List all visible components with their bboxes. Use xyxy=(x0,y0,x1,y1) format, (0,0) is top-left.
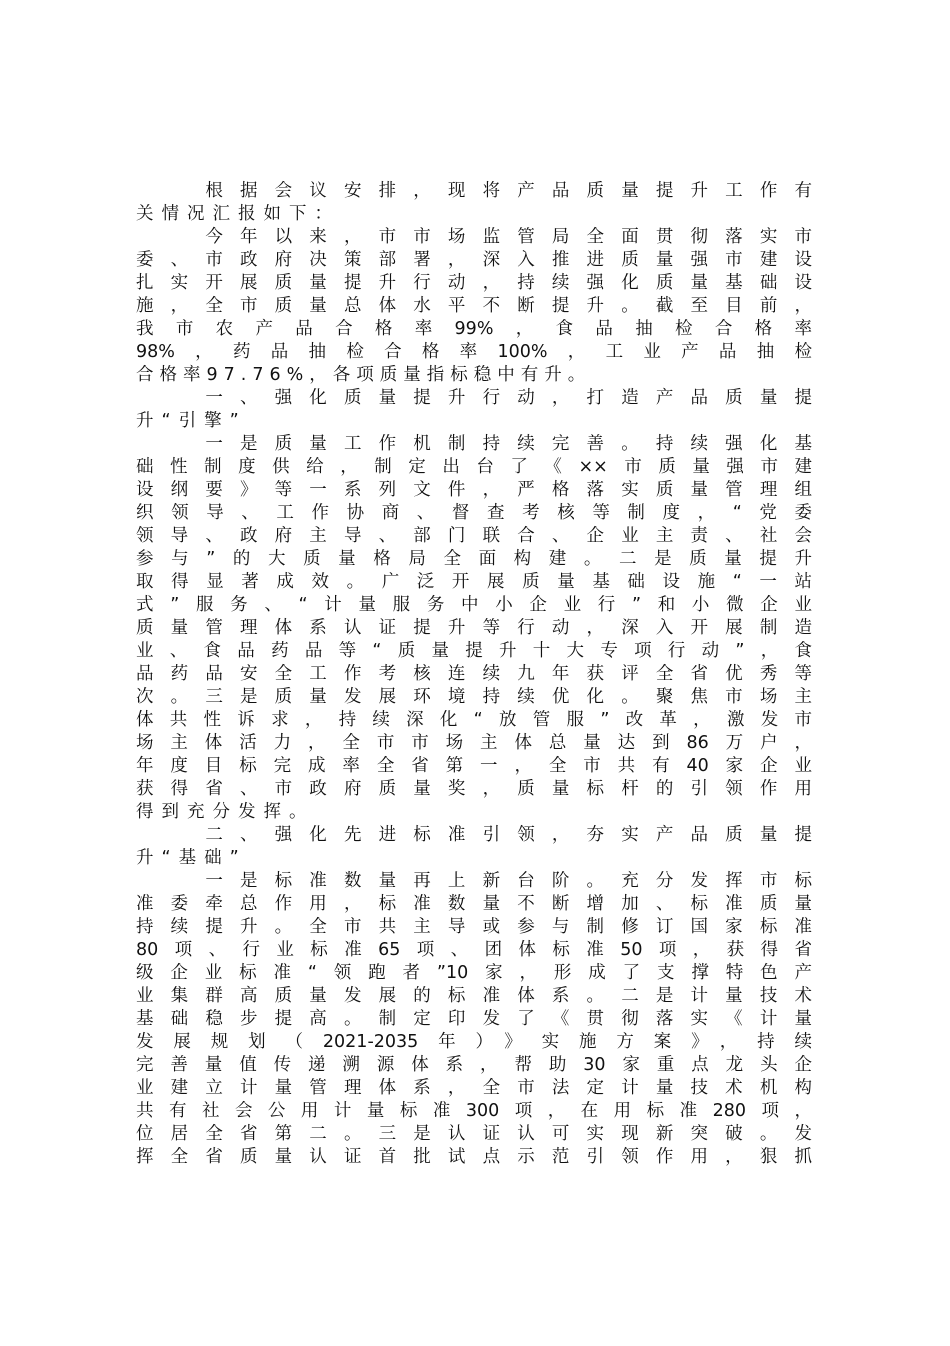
text-line: 获得省、市政府质量奖，质量标杆的引领作用 xyxy=(136,779,812,799)
text-line: 持续提升。全市共主导或参与制修订国家标准 xyxy=(136,917,812,937)
text-line: 位居全省第二。三是认证认可实现新突破。发 xyxy=(136,1124,812,1144)
text-line: 基础稳步提高。制定印发了《贯彻落实《计量 xyxy=(136,1009,812,1029)
text-line: 准委牵总作用，标准数量不断增加、标准质量 xyxy=(136,894,812,914)
text-line: 质量管理体系认证提升等行动，深入开展制造 xyxy=(136,618,812,638)
text-line: 一是标准数量再上新台阶。充分发挥市标 xyxy=(136,871,812,891)
text-line: 业、食品药品等“质量提升十大专项行动”，食 xyxy=(136,641,812,661)
text-line: 品药品安全工作考核连续九年获评全省优秀等 xyxy=(136,664,812,684)
text-line: 80项、行业标准65项、团体标准50项，获得省 xyxy=(136,940,812,960)
text-line: 发展规划（2021-2035年）》实施方案》，持续 xyxy=(136,1032,812,1052)
text-line: 年度目标完成率全省第一，全市共有40家企业 xyxy=(136,756,812,776)
text-line: 级企业标准“领跑者”10家，形成了支撑特色产 xyxy=(136,963,812,983)
text-line: 共有社会公用计量标准300项，在用标准280项， xyxy=(136,1101,812,1121)
section-heading-2-cont: 升“基础” xyxy=(136,848,247,868)
text-line: 参与”的大质量格局全面构建。二是质量提升 xyxy=(136,549,812,569)
text-line: 施，全市质量总体水平不断提升。截至目前， xyxy=(136,296,812,316)
text-line: 领导、政府主导、部门联合、企业主责、社会 xyxy=(136,526,812,546)
section-heading-2: 二、强化先进标准引领，夯实产品质量提 xyxy=(136,825,812,845)
text-line: 关情况汇报如下： xyxy=(136,204,340,224)
text-line: 合格率97.76%，各项质量指标稳中有升。 xyxy=(136,365,592,385)
text-line: 织领导、工作协商、督查考核等制度，“党委 xyxy=(136,503,812,523)
text-line: 设纲要》等一系列文件，严格落实质量管理组 xyxy=(136,480,812,500)
text-line: 场主体活力，全市市场主体总量达到86万户， xyxy=(136,733,812,753)
text-line: 一是质量工作机制持续完善。持续强化基 xyxy=(136,434,812,454)
text-line: 我市农产品合格率99%，食品抽检合格率 xyxy=(136,319,812,339)
text-line: 次。三是质量发展环境持续优化。聚焦市场主 xyxy=(136,687,812,707)
text-line: 委、市政府决策部署，深入推进质量强市建设 xyxy=(136,250,812,270)
text-line: 业建立计量管理体系，全市法定计量技术机构 xyxy=(136,1078,812,1098)
report-body xyxy=(136,180,812,1169)
text-line: 扎实开展质量提升行动，持续强化质量基础设 xyxy=(136,273,812,293)
section-heading-1-cont: 升“引擎” xyxy=(136,411,247,431)
text-line: 98%，药品抽检合格率100%，工业产品抽检 xyxy=(136,342,812,362)
text-line: 完善量值传递溯源体系，帮助30家重点龙头企 xyxy=(136,1055,812,1075)
text-line: 挥全省质量认证首批试点示范引领作用，狠抓 xyxy=(136,1147,812,1167)
text-line: 根据会议安排，现将产品质量提升工作有 xyxy=(136,181,812,201)
section-heading-1: 一、强化质量提升行动，打造产品质量提 xyxy=(136,388,812,408)
text-line: 业集群高质量发展的标准体系。二是计量技术 xyxy=(136,986,812,1006)
text-line: 今年以来，市市场监管局全面贯彻落实市 xyxy=(136,227,812,247)
text-line: 体共性诉求，持续深化“放管服”改革，激发市 xyxy=(136,710,812,730)
text-line: 础性制度供给，制定出台了《××市质量强市建 xyxy=(136,457,812,477)
text-line: 取得显著成效。广泛开展质量基础设施“一站 xyxy=(136,572,812,592)
text-line: 式”服务、“计量服务中小企业行”和小微企业 xyxy=(136,595,812,615)
text-line: 得到充分发挥。 xyxy=(136,802,315,822)
